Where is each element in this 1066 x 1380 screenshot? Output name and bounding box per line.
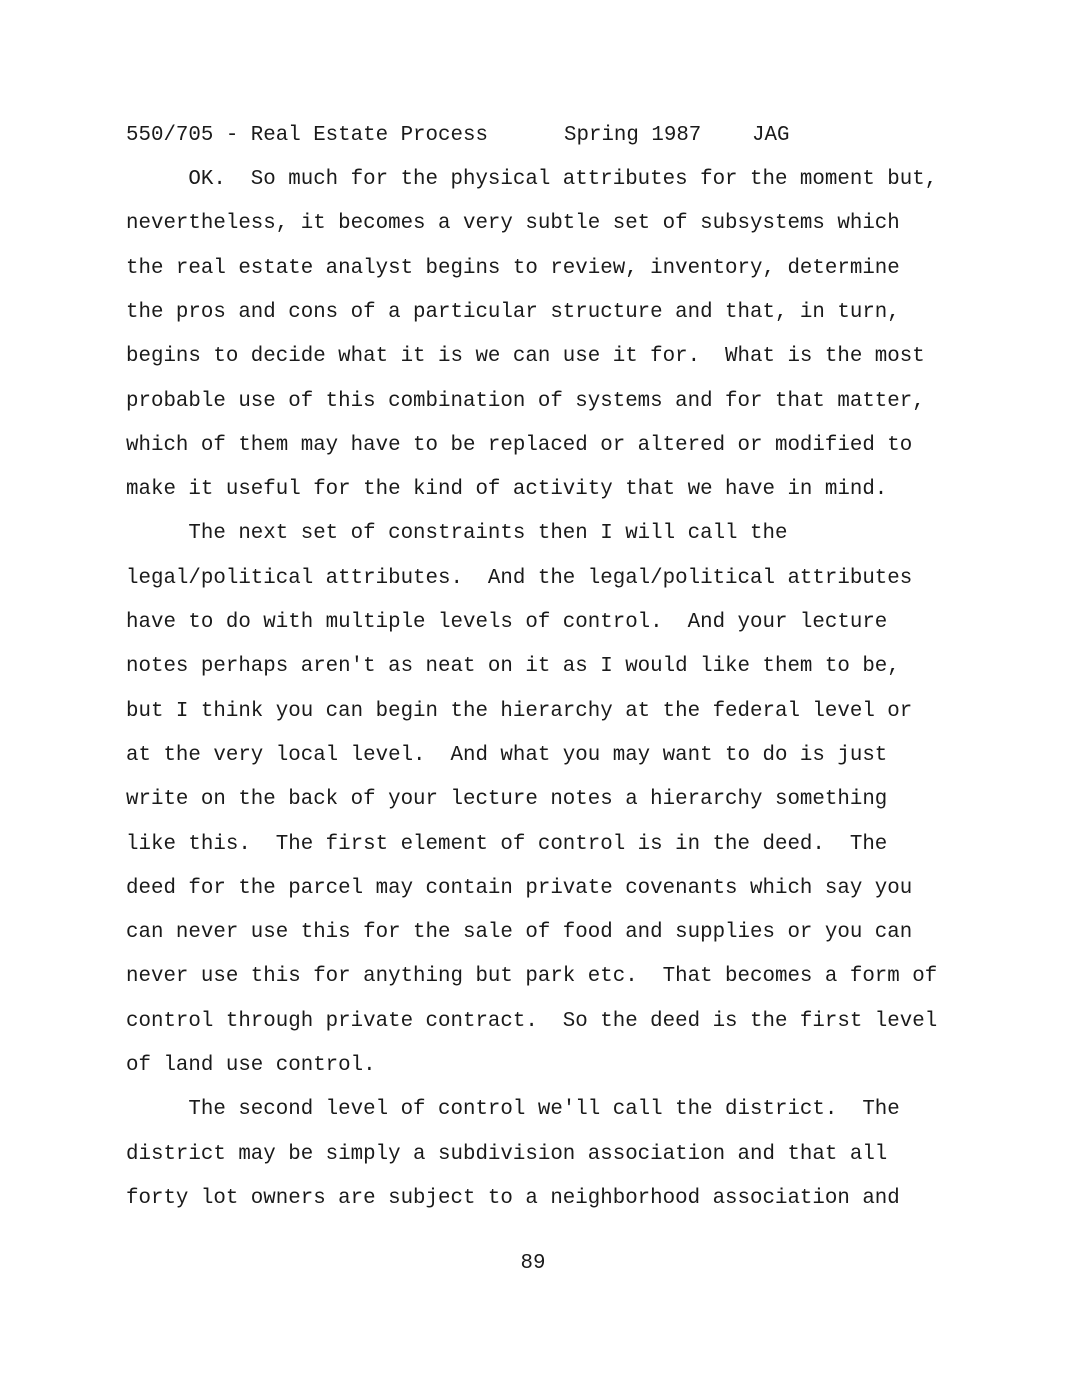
text-line: begins to decide what it is we can use it for. What is the most (126, 345, 925, 369)
text-line: of land use control. (126, 1054, 376, 1077)
text-line: but I think you can begin the hierarchy at the federal level or (126, 699, 913, 723)
text-line: make it useful for the kind of activity that we have in mind. (126, 478, 888, 502)
text-line: which of them may have to be replaced or altered or modified to (126, 433, 913, 457)
text-line: OK. So much for the physical attributes for the moment but, (126, 168, 938, 191)
text-line: write on the back of your lecture notes a hierarchy something (126, 788, 888, 812)
text-line: probable use of this combination of systems and for that matter, (126, 389, 925, 413)
text-line: never use this for anything but park etc. That becomes a form of (126, 965, 938, 989)
text-line: at the very local level. And what you may want to do is just (126, 743, 888, 767)
text-line: the real estate analyst begins to review, inventory, determine (126, 256, 900, 280)
text-line: like this. The first element of control is in the deed. The (126, 832, 888, 856)
text-line: nevertheless, it becomes a very subtle set of subsystems which (126, 212, 900, 236)
header-initials: JAG (752, 124, 790, 147)
text-line: notes perhaps aren't as neat on it as I would like them to be, (126, 655, 900, 679)
page-number: 89 (520, 1252, 546, 1275)
text-line: forty lot owners are subject to a neighborhood association and (126, 1186, 900, 1210)
header-course: 550/705 - Real Estate Process (126, 124, 488, 147)
text-line: The second level of control we'll call the district. The (126, 1098, 900, 1122)
text-line: the pros and cons of a particular structure and that, in turn, (126, 300, 900, 324)
text-line: district may be simply a subdivision association and that all (126, 1142, 888, 1166)
text-line: legal/political attributes. And the legal/political attributes (126, 566, 913, 590)
text-line: have to do with multiple levels of control. And your lecture (126, 611, 888, 634)
text-line: can never use this for the sale of food and supplies or you can (126, 921, 913, 945)
header-term: Spring 1987 (564, 124, 702, 147)
text-line: deed for the parcel may contain private covenants which say you (126, 876, 913, 900)
text-line: The next set of constraints then I will call the (126, 522, 788, 546)
text-line: control through private contract. So the deed is the first level (126, 1009, 938, 1033)
